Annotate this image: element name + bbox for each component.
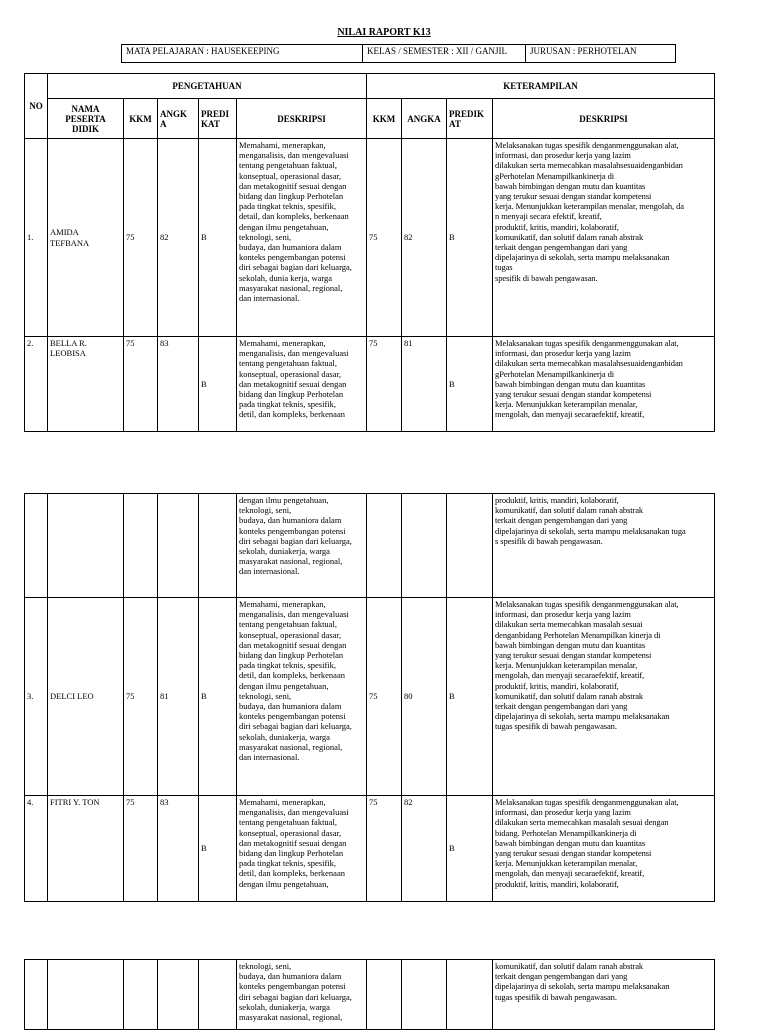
grades-table-page-3 [24,959,715,1030]
table-row [25,139,715,337]
kkm-value: 75 [124,337,158,432]
subject-field: MATA PELAJARAN : HAUSEKEEPING [121,44,363,63]
predikat-keterampilan-value: B [447,796,493,902]
angka-keterampilan-value: 82 [402,139,447,337]
major-field: JURUSAN : PERHOTELAN [525,44,676,63]
predikat-value: B [199,598,237,796]
angka-keterampilan-value: 82 [402,796,447,902]
predikat-value: B [199,337,237,432]
row-no: 2. [25,337,48,432]
kkm-value: 75 [124,598,158,796]
grades-table-page-1 [24,73,715,432]
angka-value: 83 [158,796,199,902]
header-predikat: PREDI KAT [199,99,237,139]
header-deskripsi-keterampilan: DESKRIPSI [493,99,715,139]
table-row-continued [25,960,715,1030]
kkm-keterampilan-value: 75 [367,337,402,432]
deskripsi-keterampilan: produktif, kritis, mandiri, kolaboratif, komunikatif, dan solutif dalam ranah abstrak terkait dengan pengembangan dari yang dipelajarinya di sekolah, serta mampu melaksanakan tuga s spesifik di bawah pengawasan. [493,494,715,598]
deskripsi-keterampilan: Melaksanakan tugas spesifik denganmenggunakan alat, informasi, dan prosedur kerja yang lazim dilakukan serta memecahkan masalah sesuai dengan bidang. Perhotelan Menampilkankinerja di bawah bimbingan dengan mutu dan kuantitas yang terukur sesuai dengan standar kompetensi kerja. Menunjukkan keterampilan menalar, mengolah, dan menyaji secaraefektif, kreatif, produktif, kritis, mandiri, kolaboratif, [493,796,715,902]
angka-value: 81 [158,598,199,796]
predikat-value: B [199,796,237,902]
kkm-keterampilan-value: 75 [367,796,402,902]
angka-value: 83 [158,337,199,432]
deskripsi-pengetahuan: Memahami, menerapkan, menganalisis, dan mengevaluasi tentang pengetahuan faktual, konseptual, operasional dasar, dan metakognitif sesuai dengan bidang dan lingkup Perhotelan pada tingkat teknis, spesifik, detil, dan kompleks, berkenaan [237,337,367,432]
row-no: 3. [25,598,48,796]
angka-value: 82 [158,139,199,337]
header-angka: ANGK A [158,99,199,139]
header-predikat-keterampilan: PREDIK AT [447,99,493,139]
angka-keterampilan-value: 81 [402,337,447,432]
kkm-keterampilan-value: 75 [367,139,402,337]
header-keterampilan: KETERAMPILAN [367,74,715,99]
predikat-value: B [199,139,237,337]
header-kkm-keterampilan: KKM [367,99,402,139]
kkm-value: 75 [124,139,158,337]
row-no: 4. [25,796,48,902]
predikat-keterampilan-value: B [447,337,493,432]
row-no: 1. [25,139,48,337]
deskripsi-keterampilan: Melaksanakan tugas spesifik denganmenggunakan alat, informasi, dan prosedur kerja yang lazim dilakukan serta memecahkan masalahsesuaidenganbidan gPerhotelan Menampilkankinerja di bawah bimbingan dengan mutu dan kuantitas yang terukur sesuai dengan standar kompetensi kerja. Menunjukkan keterampilan menalar, mengolah, dan menyaji secaraefektif, kreatif, [493,337,715,432]
table-row [25,337,715,432]
class-semester-field: KELAS / SEMESTER : XII / GANJIL [362,44,526,63]
deskripsi-pengetahuan: Memahami, menerapkan, menganalisis, dan mengevaluasi tentang pengetahuan faktual, konseptual, operasional dasar, dan metakognitif sesuai dengan bidang dan lingkup Perhotelan pada tingkat teknis, spesifik, detil, dan kompleks, berkenaan dengan ilmu pengetahuan, [237,796,367,902]
header-nama: NAMA PESERTA DIDIK [48,99,124,139]
deskripsi-keterampilan: Melaksanakan tugas spesifik denganmenggunakan alat, informasi, dan prosedur kerja yang lazim dilakukan serta memecahkan masalah sesuai denganbidang Perhotelan Menampilkan kinerja di bawah bimbingan dengan mutu dan kuantitas yang terukur sesuai dengan standar kompetensi kerja. Menunjukkan keterampilan menalar, mengolah, dan menyaji secaraefektif, kreatif, produktif, kritis, mandiri, kolaboratif, komunikatif, dan solutif dalam ranah abstrak terkait dengan pengembangan dari yang dipelajarinya di sekolah, serta mampu melaksanakan tugas spesifik di bawah pengawasan. [493,598,715,796]
table-row [25,796,715,902]
student-name: BELLA R. LEOBISA [48,337,124,432]
page-title: NILAI RAPORT K13 [337,27,431,38]
table-row [25,598,715,796]
deskripsi-pengetahuan: teknologi, seni, budaya, dan humaniora dalam konteks pengembangan potensi diri sebagai bagian dari keluarga, sekolah, duniakerja, warga masyarakat nasional, regional, [237,960,367,1030]
header-pengetahuan: PENGETAHUAN [48,74,367,99]
angka-keterampilan-value: 80 [402,598,447,796]
header-angka-keterampilan: ANGKA [402,99,447,139]
deskripsi-keterampilan: Melaksanakan tugas spesifik denganmenggunakan alat, informasi, dan prosedur kerja yang lazim dilakukan serta memecahkan masalahsesuaidenganbidan gPerhotelan Menampilkankinerja di bawah bimbingan dengan mutu dan kuantitas yang terukur sesuai dengan standar kompetensi kerja. Menunjukkan keterampilan menalar, mengolah, da n menyaji secara efektif, kreatif, produktif, kritis, mandiri, kolaboratif, komunikatif, dan solutif dalam ranah abstrak terkait dengan pengembangan dari yang dipelajarinya di sekolah, serta mampu melaksanakan tugas spesifik di bawah pengawasan. [493,139,715,337]
student-name: DELCI LEO [48,598,124,796]
table-row-continued [25,494,715,598]
header-no: NO [25,74,48,139]
predikat-keterampilan-value: B [447,598,493,796]
predikat-keterampilan-value: B [447,139,493,337]
student-name: FITRI Y. TON [48,796,124,902]
deskripsi-pengetahuan: Memahami, menerapkan, menganalisis, dan mengevaluasi tentang pengetahuan faktual, konseptual, operasional dasar, dan metakognitif sesuai dengan bidang dan lingkup Perhotelan pada tingkat teknis, spesifik, detil, dan kompleks, berkenaan dengan ilmu pengetahuan, teknologi, seni, budaya, dan humaniora dalam konteks pengembangan potensi diri sebagai bagian dari keluarga, sekolah, duniakerja, warga masyarakat nasional, regional, dan internasional. [237,598,367,796]
deskripsi-pengetahuan: dengan ilmu pengetahuan, teknologi, seni, budaya, dan humaniora dalam konteks pengembangan potensi diri sebagai bagian dari keluarga, sekolah, duniakerja, warga masyarakat nasional, regional, dan internasional. [237,494,367,598]
header-kkm: KKM [124,99,158,139]
kkm-keterampilan-value: 75 [367,598,402,796]
deskripsi-pengetahuan: Memahami, menerapkan, menganalisis, dan mengevaluasi tentang pengetahuan faktual, konseptual, operasional dasar, dan metakognitif sesuai dengan bidang dan lingkup Perhotelan pada tingkat teknis, spesifik, detail, dan kompleks, berkenaan dengan ilmu pengetahuan, teknologi, seni, budaya, dan humaniora dalam konteks pengembangan potensi diri sebagai bagian dari keluarga, sekolah, dunia kerja, warga masyarakat nasional, regional, dan internasional. [237,139,367,337]
grades-table-page-2 [24,493,715,902]
header-deskripsi: DESKRIPSI [237,99,367,139]
deskripsi-keterampilan: komunikatif, dan solutif dalam ranah abstrak terkait dengan pengembangan dari yang dipelajarinya di sekolah, serta mampu melaksanakan tugas spesifik di bawah pengawasan. [493,960,715,1030]
kkm-value: 75 [124,796,158,902]
student-name: AMIDA TEFBANA [48,139,124,337]
